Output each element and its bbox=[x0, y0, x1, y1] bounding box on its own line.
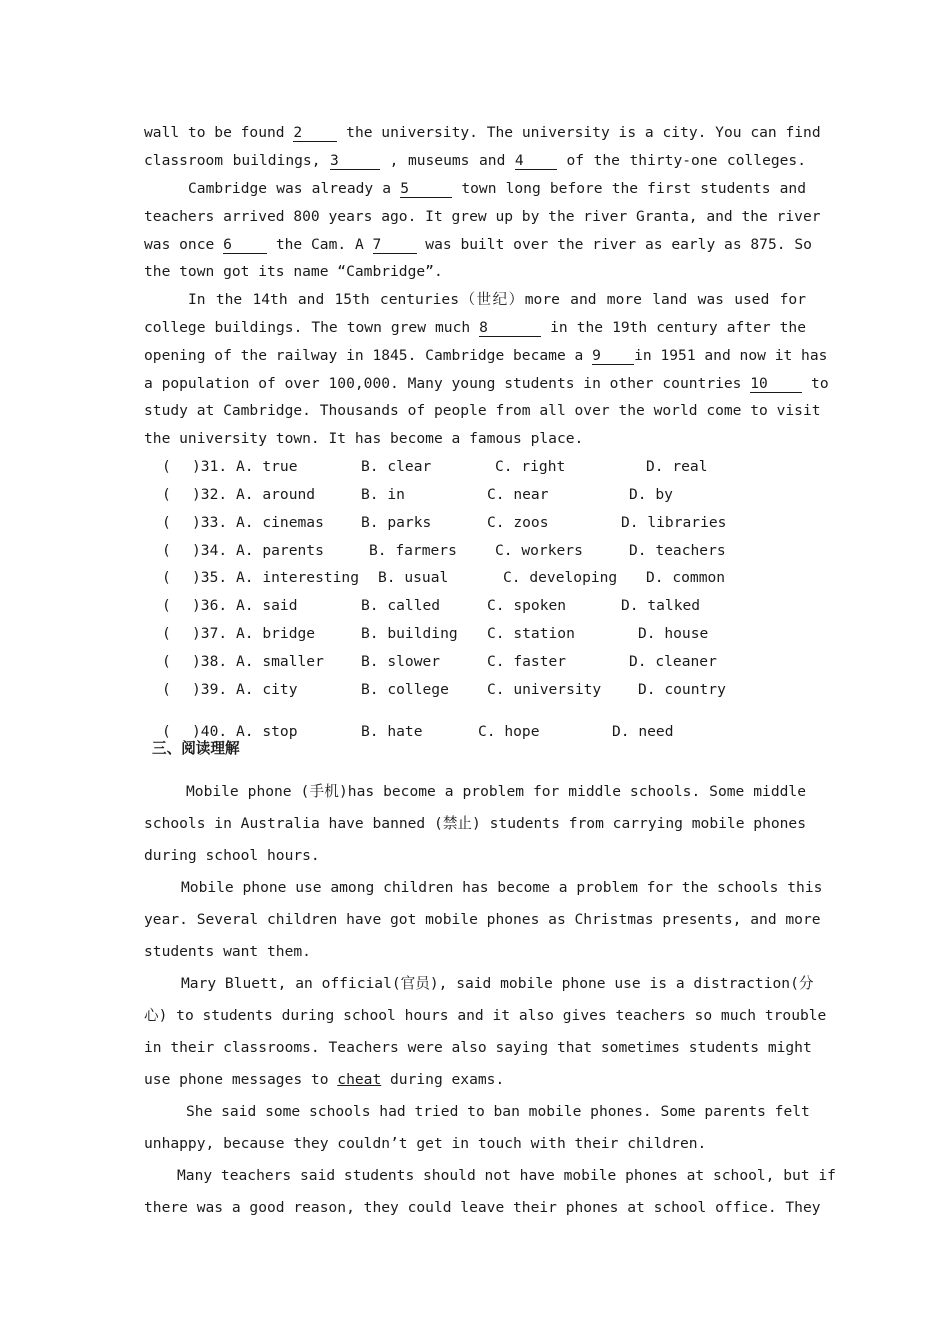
cloze-line-1: wall to be found 2 the university. The university is a city. You can find bbox=[144, 124, 821, 141]
question-number: )32. bbox=[192, 486, 228, 503]
reading-line-5: year. Several children have got mobile phones as Christmas presents, and more bbox=[144, 911, 821, 928]
option-b: B. called bbox=[361, 597, 441, 614]
cloze-line-6: the town got its name “Cambridge”. bbox=[144, 263, 443, 280]
option-a: A. stop bbox=[236, 723, 298, 740]
answer-paren[interactable]: ( bbox=[162, 723, 171, 740]
underlined-word: cheat bbox=[337, 1071, 382, 1088]
reading-line-12: unhappy, because they couldn’t get in touch with their children. bbox=[144, 1135, 707, 1152]
option-b: B. in bbox=[361, 486, 405, 503]
answer-paren[interactable]: ( bbox=[162, 597, 171, 614]
option-d: D. house bbox=[638, 625, 709, 642]
blank-5: 5 bbox=[400, 180, 452, 198]
cloze-line-8: college buildings. The town grew much 8 in the 19th century after the bbox=[144, 319, 806, 336]
option-c: C. near bbox=[487, 486, 549, 503]
answer-paren[interactable]: ( bbox=[162, 625, 171, 642]
option-d: D. country bbox=[638, 681, 726, 698]
option-c: C. zoos bbox=[487, 514, 549, 531]
answer-paren[interactable]: ( bbox=[162, 458, 171, 475]
question-number: )39. bbox=[192, 681, 228, 698]
blank-3: 3 bbox=[330, 152, 380, 170]
reading-line-10: use phone messages to cheat during exams. bbox=[144, 1071, 505, 1088]
reading-line-4: Mobile phone use among children has become a problem for the schools this bbox=[181, 879, 823, 896]
option-a: A. smaller bbox=[236, 653, 324, 670]
option-c: C. university bbox=[487, 681, 602, 698]
answer-paren[interactable]: ( bbox=[162, 486, 171, 503]
cloze-line-12: the university town. It has become a famous place. bbox=[144, 430, 584, 447]
cloze-line-4: teachers arrived 800 years ago. It grew up by the river Granta, and the river bbox=[144, 208, 821, 225]
question-number: )38. bbox=[192, 653, 228, 670]
reading-line-11: She said some schools had tried to ban mobile phones. Some parents felt bbox=[186, 1103, 810, 1120]
option-d: D. libraries bbox=[621, 514, 727, 531]
option-c: C. station bbox=[487, 625, 575, 642]
cloze-line-7: In the 14th and 15th centuries（世纪）more and more land was used for bbox=[188, 291, 806, 308]
option-d: D. real bbox=[646, 458, 708, 475]
question-number: )31. bbox=[192, 458, 228, 475]
option-b: B. clear bbox=[361, 458, 432, 475]
option-b: B. college bbox=[361, 681, 449, 698]
cloze-line-5: was once 6 the Cam. A 7 was built over the river as early as 875. So bbox=[144, 236, 812, 253]
reading-line-7: Mary Bluett, an official(官员), said mobile phone use is a distraction(分 bbox=[181, 975, 814, 992]
answer-paren[interactable]: ( bbox=[162, 514, 171, 531]
reading-line-13: Many teachers said students should not have mobile phones at school, but if bbox=[177, 1167, 836, 1184]
option-c: C. faster bbox=[487, 653, 567, 670]
reading-line-2: schools in Australia have banned (禁止) students from carrying mobile phones bbox=[144, 815, 806, 832]
question-number: )35. bbox=[192, 569, 228, 586]
option-b: B. farmers bbox=[369, 542, 457, 559]
option-a: A. bridge bbox=[236, 625, 316, 642]
cloze-line-9: opening of the railway in 1845. Cambridge became a 9 in 1951 and now it has bbox=[144, 347, 828, 364]
cloze-line-2: classroom buildings, 3 , museums and 4 of the thirty-one colleges. bbox=[144, 152, 807, 169]
reading-line-14: there was a good reason, they could leave their phones at school office. They bbox=[144, 1199, 821, 1216]
option-a: A. interesting bbox=[236, 569, 360, 586]
option-d: D. cleaner bbox=[629, 653, 717, 670]
blank-8: 8 bbox=[479, 319, 541, 337]
question-number: )33. bbox=[192, 514, 228, 531]
option-c: C. right bbox=[495, 458, 566, 475]
cloze-line-10: a population of over 100,000. Many young students in other countries 10 to bbox=[144, 375, 829, 392]
blank-4: 4 bbox=[515, 152, 557, 170]
option-b: B. parks bbox=[361, 514, 432, 531]
reading-line-1: Mobile phone (手机)has become a problem for middle schools. Some middle bbox=[186, 783, 806, 800]
option-b: B. building bbox=[361, 625, 458, 642]
option-d: D. teachers bbox=[629, 542, 726, 559]
question-number: )34. bbox=[192, 542, 228, 559]
option-c: C. workers bbox=[495, 542, 583, 559]
section-heading: 三、阅读理解 bbox=[152, 740, 240, 757]
option-a: A. said bbox=[236, 597, 298, 614]
option-a: A. city bbox=[236, 681, 298, 698]
blank-10: 10 bbox=[750, 375, 802, 393]
option-a: A. cinemas bbox=[236, 514, 324, 531]
blank-9: 9 bbox=[592, 347, 634, 365]
option-a: A. around bbox=[236, 486, 316, 503]
answer-paren[interactable]: ( bbox=[162, 681, 171, 698]
question-number: )40. bbox=[192, 723, 228, 740]
option-b: B. usual bbox=[378, 569, 449, 586]
cloze-line-11: study at Cambridge. Thousands of people from all over the world come to visit bbox=[144, 402, 821, 419]
reading-line-6: students want them. bbox=[144, 943, 311, 960]
option-c: C. spoken bbox=[487, 597, 567, 614]
cloze-line-3: Cambridge was already a 5 town long before the first students and bbox=[188, 180, 807, 197]
option-d: D. common bbox=[646, 569, 726, 586]
option-c: C. developing bbox=[503, 569, 618, 586]
option-a: A. true bbox=[236, 458, 298, 475]
reading-line-3: during school hours. bbox=[144, 847, 320, 864]
question-number: )36. bbox=[192, 597, 228, 614]
answer-paren[interactable]: ( bbox=[162, 569, 171, 586]
blank-7: 7 bbox=[373, 236, 417, 254]
answer-paren[interactable]: ( bbox=[162, 542, 171, 559]
option-c: C. hope bbox=[478, 723, 540, 740]
option-d: D. need bbox=[612, 723, 674, 740]
option-d: D. talked bbox=[621, 597, 701, 614]
reading-line-9: in their classrooms. Teachers were also saying that sometimes students might bbox=[144, 1039, 812, 1056]
blank-6: 6 bbox=[223, 236, 267, 254]
option-a: A. parents bbox=[236, 542, 324, 559]
option-b: B. slower bbox=[361, 653, 441, 670]
option-d: D. by bbox=[629, 486, 673, 503]
reading-line-8: 心) to students during school hours and it also gives teachers so much trouble bbox=[144, 1007, 827, 1024]
answer-paren[interactable]: ( bbox=[162, 653, 171, 670]
blank-2: 2 bbox=[293, 124, 337, 142]
option-b: B. hate bbox=[361, 723, 423, 740]
question-number: )37. bbox=[192, 625, 228, 642]
